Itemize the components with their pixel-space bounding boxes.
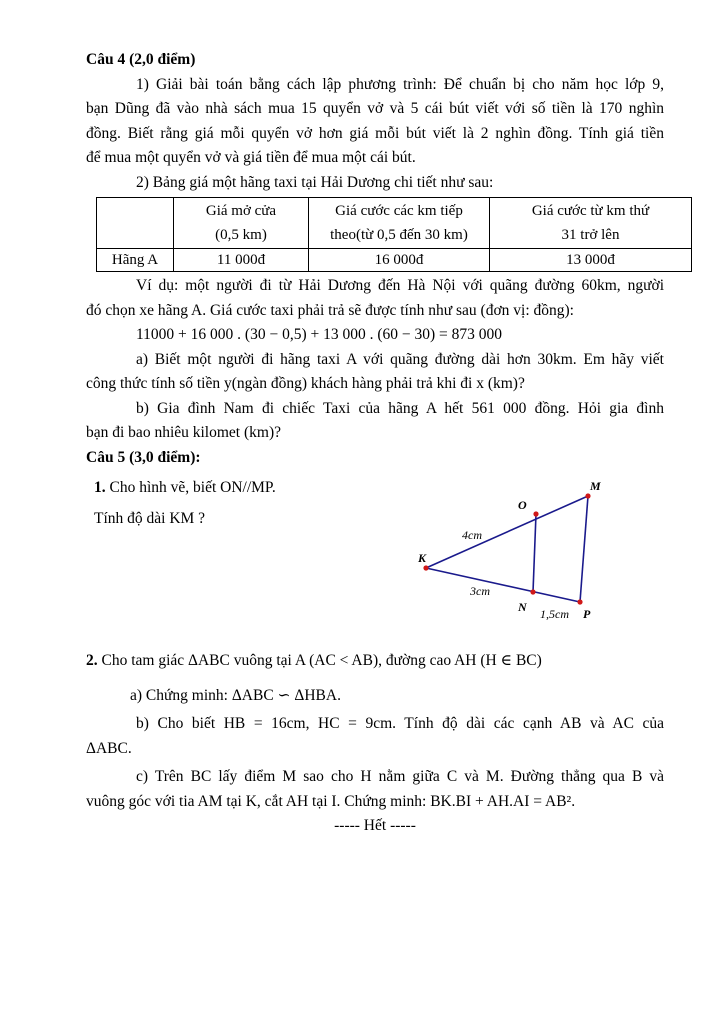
q5-p2c-line1: c) Trên BC lấy điểm M sao cho H nằm giữa C và M. Đường thẳng qua B và xyxy=(136,768,664,785)
q5-p2b-line2: ΔABC. xyxy=(86,739,132,757)
label-p: P xyxy=(583,607,591,621)
q4-example-line2: đó chọn xe hãng A. Giá cước taxi phải trả sẽ được tính như sau (đơn vị: đồng): xyxy=(86,301,574,319)
label-o: O xyxy=(518,498,527,512)
segment-mp xyxy=(580,496,588,602)
q4-p1-line1: 1) Giải bài toán bằng cách lập phương trình: Để chuẩn bị cho năm học lớp 9, xyxy=(136,75,664,93)
q5-p1-text: Cho hình vẽ, biết ON//MP. xyxy=(105,479,276,496)
q5-title: Câu 5 (3,0 điểm): xyxy=(86,448,201,466)
end-marker: ----- Hết ----- xyxy=(334,817,416,834)
q4-b-line1: b) Gia đình Nam đi chiếc Taxi của hãng A hết 561 000 đồng. Hỏi gia đình xyxy=(136,399,664,417)
header-open-price-line2: (0,5 km) xyxy=(215,227,267,243)
exam-page xyxy=(86,48,664,839)
table-row-label: Hãng A xyxy=(97,249,174,272)
q5-p2 xyxy=(86,649,664,674)
q4-formula: 11000 + 16 000 . (30 − 0,5) + 13 000 . (60 − 30) = 873 000 xyxy=(136,326,503,343)
q4-example-line1: Ví dụ: một người đi từ Hải Dương đến Hà Nội với quãng đường 60km, người xyxy=(136,277,664,294)
table-cell-from-31km: 13 000đ xyxy=(490,249,692,272)
label-n: N xyxy=(518,600,527,614)
q4-p1-line3: đồng. Biết rằng giá mỗi quyển vở hơn giá mỗi bút viết là 2 nghìn đồng. Tính giá tiền xyxy=(86,124,664,142)
q5-p2-text: Cho tam giác ΔABC vuông tại A (AC < AB), đường cao AH (H ∈ BC) xyxy=(97,652,542,669)
label-m: M xyxy=(590,480,601,493)
q4-p1-line4: để mua một quyển vở và giá tiền để mua một cái bút. xyxy=(86,149,416,166)
q5-part1 xyxy=(86,476,664,641)
header-open-price-line1: Giá mở cửa xyxy=(205,203,277,219)
table-header-row xyxy=(97,198,692,249)
q4-p2: 2) Bảng giá một hãng taxi tại Hải Dương chi tiết như sau: xyxy=(136,173,494,191)
table-cell-next-km: 16 000đ xyxy=(309,249,490,272)
point-n xyxy=(530,589,535,594)
label-kn-length: 3cm xyxy=(470,584,490,598)
triangle-figure xyxy=(408,480,618,632)
header-from-31km-line1: Giá cước từ km thứ xyxy=(531,203,650,219)
label-k: K xyxy=(418,551,427,565)
q5-p2a: a) Chứng minh: ΔABC ∽ ΔHBA. xyxy=(130,686,341,704)
taxi-price-table xyxy=(96,197,692,272)
q5-p2-number: 2. xyxy=(86,652,98,669)
q4-a-line2: công thức tính số tiền y(ngàn đồng) khách hàng phải trả khi đi x (km)? xyxy=(86,375,525,392)
q4-p1-line2: bạn Dũng đã vào nhà sách mua 15 quyển vở và 5 cái bút viết với số tiền là 170 nghìn xyxy=(86,100,664,117)
segment-km xyxy=(426,496,588,568)
table-empty-cell xyxy=(97,198,174,249)
label-np-length: 1,5cm xyxy=(540,607,569,621)
q5-p2c-line2: vuông góc với tia AM tại K, cắt AH tại I. Chứng minh: BK.BI + AH.AI = AB². xyxy=(86,792,576,810)
q5-p1-number: 1. xyxy=(94,479,106,496)
table-header-next-km xyxy=(309,198,490,249)
q4-b-line2: bạn đi bao nhiêu kilomet (km)? xyxy=(86,424,281,441)
table-cell-open-price: 11 000đ xyxy=(174,249,309,272)
point-m xyxy=(585,493,590,498)
q4-a-line1: a) Biết một người đi hãng taxi A với quãng đường dài hơn 30km. Em hãy viết xyxy=(136,350,664,368)
header-next-km-line2: theo(từ 0,5 đến 30 km) xyxy=(330,227,468,243)
point-k xyxy=(423,565,428,570)
segment-on xyxy=(533,514,536,592)
header-next-km-line1: Giá cước các km tiếp xyxy=(335,203,463,219)
point-p xyxy=(577,599,582,604)
table-header-open-price xyxy=(174,198,309,249)
q5-p2b-line1: b) Cho biết HB = 16cm, HC = 9cm. Tính độ dài các cạnh AB và AC của xyxy=(136,715,664,732)
q5-p1-ask: Tính độ dài KM ? xyxy=(94,509,206,527)
table-header-from-31km xyxy=(490,198,692,249)
segment-kp xyxy=(426,568,580,602)
table-row xyxy=(97,249,692,272)
label-ko-length: 4cm xyxy=(462,528,482,542)
q4-title: Câu 4 (2,0 điểm) xyxy=(86,51,196,68)
point-o xyxy=(533,511,538,516)
header-from-31km-line2: 31 trở lên xyxy=(561,227,620,243)
